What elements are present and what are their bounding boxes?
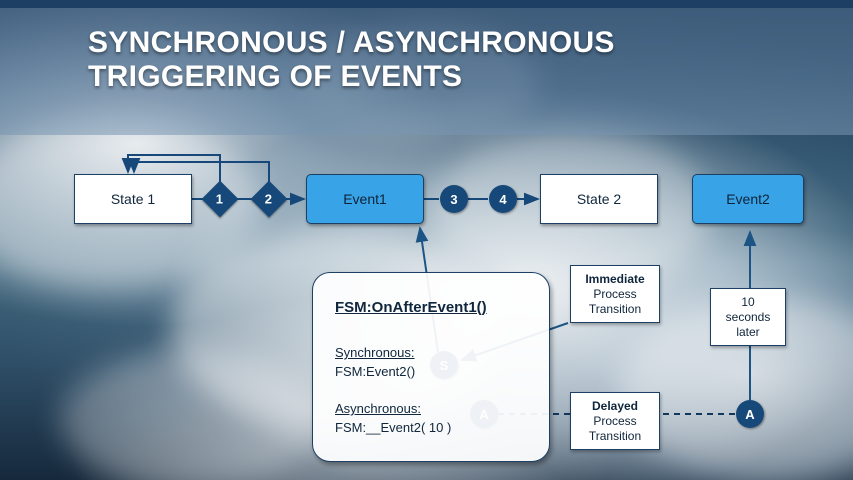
node-state2-label: State 2	[576, 191, 622, 207]
fsm-callout	[312, 272, 550, 462]
note-immediate-line2: Transition	[588, 301, 642, 316]
note-ten-seconds	[710, 288, 786, 346]
fsm-async-label: Asynchronous:	[335, 401, 421, 416]
node-state1-label: State 1	[110, 191, 156, 207]
marker-3[interactable]	[440, 185, 468, 213]
note-immediate-title: Immediate	[585, 271, 645, 286]
marker-3-label: 3	[450, 191, 458, 207]
node-state2[interactable]	[540, 174, 658, 224]
slide-title-line2: TRIGGERING OF EVENTS	[88, 60, 463, 93]
title-banner	[0, 0, 853, 135]
marker-1-label: 1	[216, 191, 224, 207]
marker-1[interactable]	[202, 181, 239, 218]
marker-4[interactable]	[489, 185, 517, 213]
marker-4-label: 4	[499, 191, 507, 207]
marker-2[interactable]	[251, 181, 288, 218]
note-delayed-line2: Transition	[588, 428, 642, 443]
note-delayed-line1: Process	[593, 413, 637, 428]
fsm-sync-code: FSM:Event2()	[335, 364, 416, 379]
node-event1[interactable]	[306, 174, 424, 224]
node-state1[interactable]	[74, 174, 192, 224]
fsm-sync-label: Synchronous:	[335, 345, 415, 360]
note-delayed	[570, 392, 660, 450]
note-delayed-title: Delayed	[591, 398, 639, 413]
fsm-sync-block	[335, 343, 415, 381]
fsm-async-code: FSM:__Event2( 10 )	[335, 420, 452, 435]
note-ten-seconds-title: 10	[741, 294, 755, 309]
fsm-async-block	[335, 399, 451, 437]
note-immediate	[570, 265, 660, 323]
fsm-callout-title: FSM:OnAfterEvent1()	[335, 299, 487, 316]
marker-2-label: 2	[265, 191, 273, 207]
title-top-rule	[0, 0, 853, 8]
node-event2-label: Event2	[726, 191, 770, 207]
marker-async-target[interactable]	[736, 400, 764, 428]
cloud-texture	[60, 350, 320, 480]
note-ten-seconds-line1: seconds	[725, 309, 771, 324]
node-event1-label: Event1	[343, 191, 387, 207]
node-event2[interactable]	[692, 174, 804, 224]
slide-title-line1: SYNCHRONOUS / ASYNCHRONOUS	[88, 26, 615, 59]
note-ten-seconds-line2: later	[736, 324, 760, 339]
note-immediate-line1: Process	[593, 286, 637, 301]
slide-title	[88, 26, 828, 94]
marker-async-target-label: A	[745, 406, 755, 422]
